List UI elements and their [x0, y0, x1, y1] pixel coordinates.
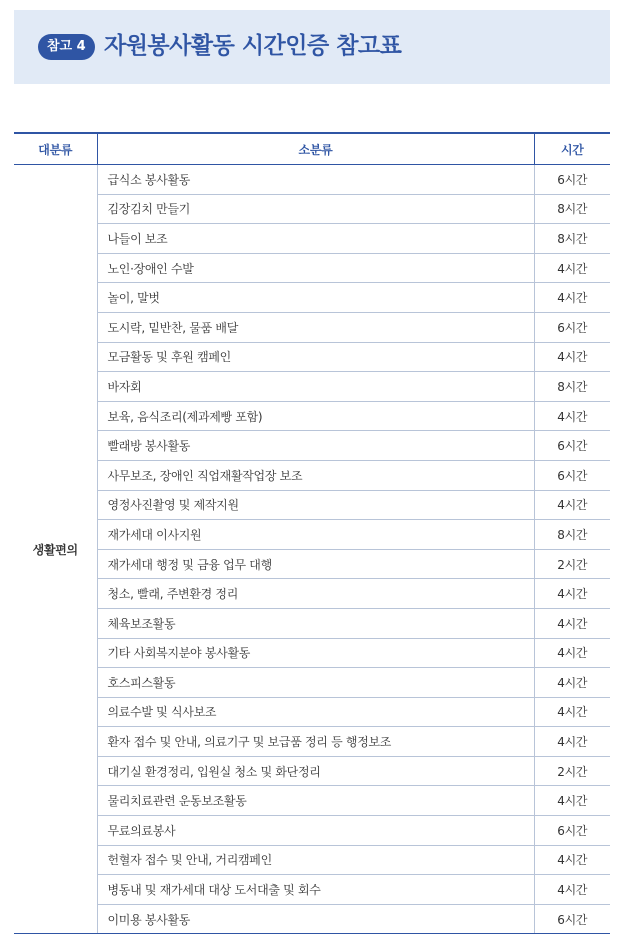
table-row — [14, 253, 610, 283]
hours-cell: 8시간 — [534, 224, 610, 254]
minor-category-cell: 나들이 보조 — [97, 224, 534, 254]
table-row — [14, 579, 610, 609]
minor-category-cell: 도시락, 밑반찬, 물품 배달 — [97, 312, 534, 342]
minor-category-cell: 무료의료봉사 — [97, 816, 534, 846]
minor-category-cell: 이미용 봉사활동 — [97, 904, 534, 934]
table-row — [14, 283, 610, 313]
minor-category-cell: 환자 접수 및 안내, 의료기구 및 보급품 정리 등 행정보조 — [97, 727, 534, 757]
table-row — [14, 165, 610, 195]
minor-category-cell: 병동내 및 재가세대 대상 도서대출 및 회수 — [97, 875, 534, 905]
hours-cell: 4시간 — [534, 727, 610, 757]
table-header-row — [14, 133, 610, 165]
table-row — [14, 697, 610, 727]
minor-category-cell: 헌혈자 접수 및 안내, 거리캠페인 — [97, 845, 534, 875]
hours-cell: 4시간 — [534, 253, 610, 283]
table-row — [14, 845, 610, 875]
hours-cell: 4시간 — [534, 786, 610, 816]
reference-badge: 참고 4 — [38, 34, 95, 60]
table-row — [14, 608, 610, 638]
column-header-hours: 시간 — [534, 133, 610, 165]
hours-cell: 6시간 — [534, 460, 610, 490]
table-row — [14, 549, 610, 579]
table-row — [14, 224, 610, 254]
hours-cell: 4시간 — [534, 401, 610, 431]
minor-category-cell: 영정사진촬영 및 제작지원 — [97, 490, 534, 520]
minor-category-cell: 의료수발 및 식사보조 — [97, 697, 534, 727]
minor-category-cell: 체육보조활동 — [97, 608, 534, 638]
hours-cell: 4시간 — [534, 608, 610, 638]
table-row — [14, 816, 610, 846]
hours-cell: 4시간 — [534, 697, 610, 727]
table-row — [14, 194, 610, 224]
title-banner — [14, 10, 610, 84]
hours-cell: 8시간 — [534, 194, 610, 224]
table-row — [14, 904, 610, 934]
minor-category-cell: 빨래방 봉사활동 — [97, 431, 534, 461]
hours-cell: 4시간 — [534, 579, 610, 609]
volunteer-hours-table — [14, 132, 610, 934]
table-row — [14, 431, 610, 461]
hours-cell: 6시간 — [534, 165, 610, 195]
minor-category-cell: 보육, 음식조리(제과제빵 포함) — [97, 401, 534, 431]
hours-cell: 6시간 — [534, 431, 610, 461]
hours-cell: 6시간 — [534, 904, 610, 934]
table-row — [14, 756, 610, 786]
column-header-major: 대분류 — [14, 133, 97, 165]
minor-category-cell: 재가세대 행정 및 금융 업무 대행 — [97, 549, 534, 579]
table-row — [14, 401, 610, 431]
hours-cell: 4시간 — [534, 875, 610, 905]
column-header-minor: 소분류 — [97, 133, 534, 165]
minor-category-cell: 물리치료관련 운동보조활동 — [97, 786, 534, 816]
minor-category-cell: 재가세대 이사지원 — [97, 520, 534, 550]
table-row — [14, 312, 610, 342]
hours-cell: 4시간 — [534, 845, 610, 875]
hours-cell: 4시간 — [534, 283, 610, 313]
hours-cell: 4시간 — [534, 490, 610, 520]
minor-category-cell: 청소, 빨래, 주변환경 정리 — [97, 579, 534, 609]
minor-category-cell: 놀이, 말벗 — [97, 283, 534, 313]
table-row — [14, 460, 610, 490]
table-row — [14, 342, 610, 372]
table-row — [14, 786, 610, 816]
minor-category-cell: 바자회 — [97, 372, 534, 402]
table-row — [14, 372, 610, 402]
hours-cell: 4시간 — [534, 668, 610, 698]
minor-category-cell: 모금활동 및 후원 캠페인 — [97, 342, 534, 372]
minor-category-cell: 사무보조, 장애인 직업재활작업장 보조 — [97, 460, 534, 490]
table-row — [14, 520, 610, 550]
hours-cell: 8시간 — [534, 372, 610, 402]
minor-category-cell: 노인·장애인 수발 — [97, 253, 534, 283]
minor-category-cell: 급식소 봉사활동 — [97, 165, 534, 195]
hours-cell: 8시간 — [534, 520, 610, 550]
hours-cell: 4시간 — [534, 342, 610, 372]
table-body — [14, 165, 610, 934]
major-category-cell: 생활편의 — [14, 165, 97, 934]
table-row — [14, 490, 610, 520]
minor-category-cell: 대기실 환경정리, 입원실 청소 및 화단정리 — [97, 756, 534, 786]
hours-cell: 6시간 — [534, 816, 610, 846]
minor-category-cell: 기타 사회복지분야 봉사활동 — [97, 638, 534, 668]
table-row — [14, 638, 610, 668]
hours-cell: 2시간 — [534, 756, 610, 786]
table-row — [14, 727, 610, 757]
table-row — [14, 875, 610, 905]
minor-category-cell: 호스피스활동 — [97, 668, 534, 698]
minor-category-cell: 김장김치 만들기 — [97, 194, 534, 224]
page-title: 자원봉사활동 시간인증 참고표 — [104, 33, 402, 59]
hours-cell: 4시간 — [534, 638, 610, 668]
hours-cell: 2시간 — [534, 549, 610, 579]
hours-cell: 6시간 — [534, 312, 610, 342]
table-row — [14, 668, 610, 698]
